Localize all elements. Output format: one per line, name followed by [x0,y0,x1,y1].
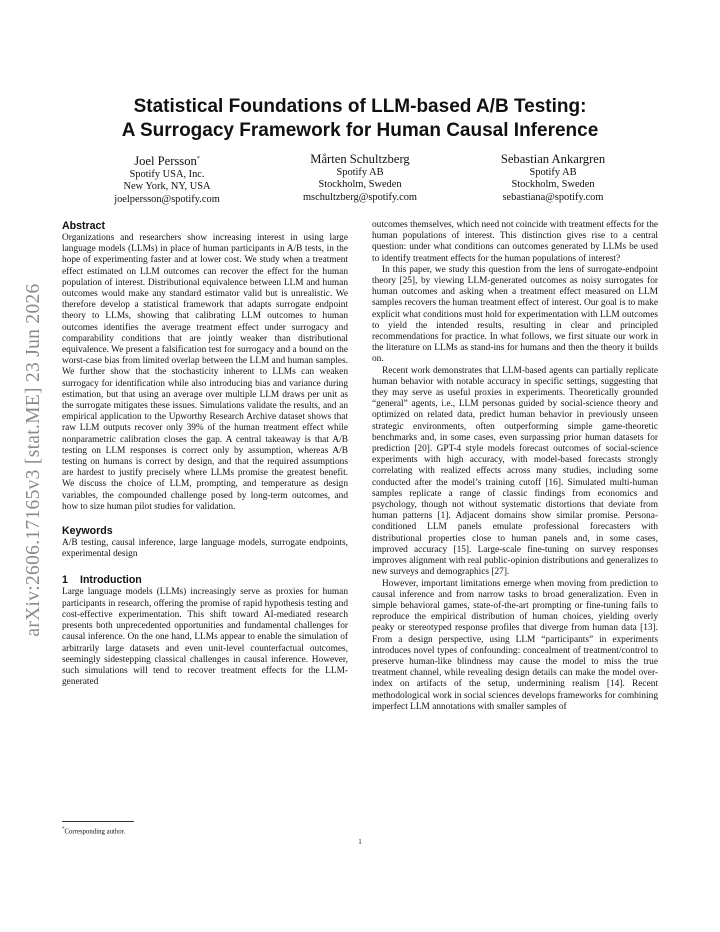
author-block-2 [260,152,460,204]
footnote-text: Corresponding author. [64,828,126,836]
author-affiliation: Spotify AB [336,167,384,178]
introduction-paragraph-4: However, important limitations emerge when moving from prediction to causal inference and from narrow tasks to broad generalization. Even in simple behavioral games, state-of-the-art prompting or fine-tuning fails to reproduce the empirical distribution of human choices, yielding overly peaky or stereotyped response profiles that diverge from human data [13]. From a design perspective, using LLM “participants” in experiments introduces novel types of confounding: concealment of treatment/control to preserve human-like blindness may cause the model to miss the true treatment channel, while revealing design details can make the model over-index on artifacts of the setup, undermining realism [14]. Recent methodological work in social sciences develops frameworks for combining imperfect LLM annotations with smaller samples of [372,578,658,712]
author-location: Stockholm, Sweden [318,179,402,191]
author-affiliation: Spotify AB [529,167,577,178]
author-name: Sebastian Ankargren [500,152,606,166]
author-block-1 [67,152,267,206]
arxiv-identifier-text: arXiv:2606.17165v3 [stat.ME] 23 Jun 2026 [23,283,44,637]
author-name: Mårten Schultzberg [310,152,410,166]
author-email: joelpersson@spotify.com [114,193,220,205]
footnote [62,826,125,836]
introduction-heading [62,574,348,587]
section-title: Introduction [80,574,142,587]
author-footnote-mark: * [196,156,200,162]
author-email: mschultzberg@spotify.com [302,191,418,203]
footnote-mark: * [62,827,65,832]
abstract-text: Organizations and researchers show increasing interest in using large language models (LLMs) in place of human participants in A/B tests, in the hope of experimenting faster and at lower cost. We study when a treatment effect estimated on LLM outcomes can recover the effect for the human population of interest. Distributional equivalence between LLM and human outcomes would make any standard estimator valid but is unrealistic. We therefore develop a statistical framework that adapts surrogate endpoint theory to LLMs, showing that calibrating LLM outcomes to human outcomes identifies the average treatment effect under surrogacy and comparability conditions that are jointly weaker than distributional equivalence. We present a falsification test for surrogacy and a bound on the worst-case bias from limited overlap between the LLM and human samples. We further show that the stochasticity inherent to LLMs can weaken surrogacy for identification while also introducing bias and variance during estimation, but that using an average over multiple LLM draws per unit as the surrogate mitigates these issues. Simulations validate the results, and an empirical application to the Upworthy Research Archive dataset shows that raw LLM outputs recover only 39% of the human treatment effect while nonparametric calibration closes the gap. A central takeaway is that A/B testing on LLM responses is correct only by assumption, whereas A/B testing on humans is correct by design, and that the required assumptions are hardest to justify precisely where LLMs promise the greatest benefit. We discuss the choice of LLM, prompting, and temperature as design variables, the compounded challenge posed by long-term outcomes, and how to size human pilot studies for validation. [62,233,348,512]
section-number: 1 [62,574,68,587]
author-location: Stockholm, Sweden [511,179,595,191]
footnote-rule [62,821,134,822]
paper-title [0,95,720,143]
author-location: New York, NY, USA [123,181,211,193]
arxiv-identifier-stamp [14,250,54,670]
right-column [372,220,658,713]
author-affiliation: Spotify USA, Inc. [129,169,205,181]
introduction-paragraph-continued: outcomes themselves, which need not coincide with treatment effects for the human populations of interest. This distinction gives rise to a central question: under what conditions can outcomes generated by LLMs be used to identify treatment effects for the human populations of interest? [372,220,659,264]
abstract-heading: Abstract [62,220,105,232]
introduction-paragraph-2: In this paper, we study this question from the lens of surrogate-endpoint theory [25], by viewing LLM-generated outcomes as noisy surrogates for human outcomes and asking when a treatment effect measured on LLM samples recovers the human treatment effect of interest. Our goal is to make explicit what conditions must hold for experimentation with LLM outcomes to yield the intended results, resulting in clear and principled recommendations for practice. In what follows, we first situate our work in the literature on LLMs as stand-ins for humans and then the theory it builds on. [372,264,658,365]
keywords-heading: Keywords [62,525,113,538]
introduction-paragraph-3: Recent work demonstrates that LLM-based agents can partially replicate human behavior with notable accuracy in specific settings, suggesting that they may serve as useful proxies in experiments. Theoretically grounded “general” agents, i.e., LLM personas guided by social-science theory and optimized on related data, predict human behavior in previously unseen strategic environments, often outperforming simple game-theoretic benchmarks and, in some cases, even surpassing prior human datasets for prediction [20]. GPT-4 style models forecast outcomes of social-science experiments with high accuracy, with model-based forecasts strongly correlating with realized effects across many studies, including some conducted after the model’s training cutoff [16]. Simulated multi-human samples replicate a range of classic findings from economics and psychology, though not without systematic distortions that deviate from human patterns [1]. Adjacent domains show similar promise. Persona-conditioned LLM panels emulate professional forecasters with distributional properties close to human panels and, in some cases, improved accuracy [15]. Large-scale fine-tuning on survey responses improves alignment with real public-opinion distributions and generalizes to new surveys and demographics [27]. [372,365,658,578]
author-name: Joel Persson* [134,154,200,169]
author-email: sebastiana@spotify.com [502,191,604,203]
keywords-text: A/B testing, causal inference, large language models, surrogate endpoints, experimental design [62,538,348,560]
page-number: 1 [358,838,362,846]
introduction-paragraph-1: Large language models (LLMs) increasingly serve as proxies for human participants in research, offering the promise of rapid hypothesis testing and cost-effective experimentation. This shift toward AI-mediated research presents both unprecedented opportunities and fundamental challenges for causal inference. On the one hand, LLMs appear to enable the simulation of arbitrarily large datasets and even unit-level counterfactual outcomes, seemingly sidestepping classical challenges in causal inference. However, such simulations will tend to recover treatment effects for the LLM-generated [62,587,348,688]
title-line-1: Statistical Foundations of LLM-based A/B Testing: [133,96,587,117]
title-line-2: A Surrogacy Framework for Human Causal Inference [121,120,599,141]
left-column [62,220,348,688]
author-block-3 [453,152,653,204]
